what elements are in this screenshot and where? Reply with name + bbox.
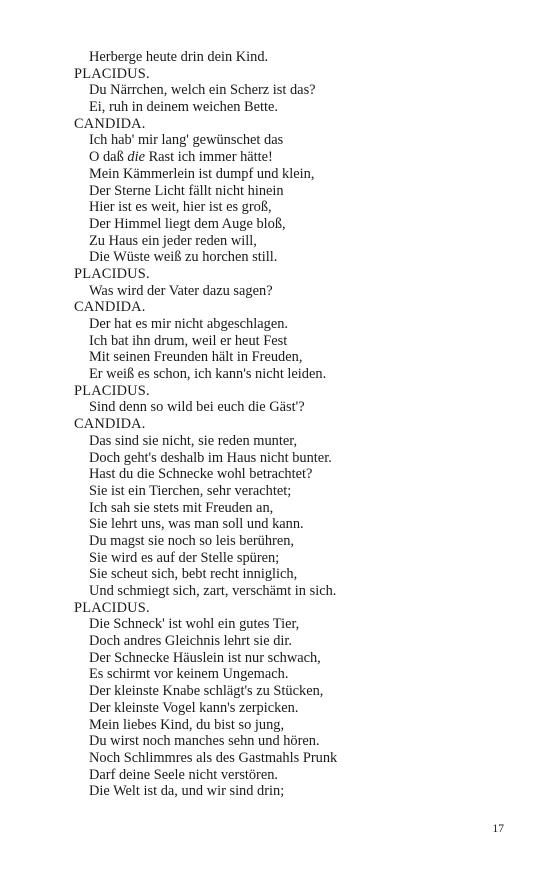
verse-line: Du magst sie noch so leis berühren, bbox=[89, 532, 295, 549]
verse-line bbox=[74, 149, 514, 166]
verse-line: Du Närrchen, welch ein Scherz ist das? bbox=[89, 82, 316, 99]
verse-line: Der Himmel liegt dem Auge bloß, bbox=[89, 215, 286, 232]
verse-line: Sie ist ein Tierchen, sehr verachtet; bbox=[89, 482, 292, 499]
verse-line: Er weiß es schon, ich kann's nicht leiden. bbox=[89, 366, 327, 383]
speaker-name: CANDIDA. bbox=[74, 299, 146, 316]
verse-line: Der kleinste Vogel kann's zerpicken. bbox=[89, 699, 299, 716]
verse-line: Zu Haus ein jeder reden will, bbox=[89, 232, 257, 249]
verse-line: Hast du die Schnecke wohl betrachtet? bbox=[89, 466, 313, 483]
verse-line: Und schmiegt sich, zart, verschämt in sich. bbox=[89, 583, 337, 599]
verse-line: Hier ist es weit, hier ist es groß, bbox=[89, 199, 272, 216]
verse-line: Sind denn so wild bei euch die Gäst'? bbox=[89, 399, 305, 416]
verse-text: Rast ich immer hätte! bbox=[144, 149, 273, 166]
verse-line: Die Schneck' ist wohl ein gutes Tier, bbox=[89, 616, 300, 633]
speaker-name: CANDIDA. bbox=[74, 115, 146, 132]
verse-line: Doch andres Gleichnis lehrt sie dir. bbox=[89, 633, 293, 650]
emphasized-word: die bbox=[127, 149, 145, 166]
verse-line: Ei, ruh in deinem weichen Bette. bbox=[89, 99, 279, 116]
verse-line: Mein liebes Kind, du bist so jung, bbox=[89, 716, 285, 733]
verse-line: Ich bat ihn drum, weil er heut Fest bbox=[89, 332, 288, 349]
speaker-name: CANDIDA. bbox=[74, 416, 146, 433]
verse-line: Sie lehrt uns, was man soll und kann. bbox=[89, 516, 304, 533]
page-number: 17 bbox=[492, 823, 504, 835]
verse-line: Mein Kämmerlein ist dumpf und klein, bbox=[89, 165, 315, 182]
verse-line: Sie scheut sich, bebt recht inniglich, bbox=[89, 566, 298, 583]
verse-line: Der kleinste Knabe schlägt's zu Stücken, bbox=[89, 683, 324, 700]
speaker-name: PLACIDUS. bbox=[74, 65, 150, 82]
verse-line: Ich sah sie stets mit Freuden an, bbox=[89, 499, 274, 516]
verse-line: Der Sterne Licht fällt nicht hinein bbox=[89, 182, 284, 199]
verse-line: Der Schnecke Häuslein ist nur schwach, bbox=[89, 649, 321, 666]
verse-line: Was wird der Vater dazu sagen? bbox=[89, 282, 273, 299]
verse-line: Noch Schlimmres als des Gastmahls Prunk bbox=[89, 749, 338, 766]
verse-line: Der hat es mir nicht abgeschlagen. bbox=[89, 316, 288, 332]
verse-line: Ich hab' mir lang' gewünschet das bbox=[89, 132, 284, 149]
speaker-name: PLACIDUS. bbox=[74, 382, 150, 399]
verse-line: Darf deine Seele nicht verstören. bbox=[89, 766, 278, 783]
verse-line: Das sind sie nicht, sie reden munter, bbox=[89, 432, 298, 449]
verse-line: Die Welt ist da, und wir sind drin; bbox=[89, 783, 285, 800]
verse-line: Doch geht's deshalb im Haus nicht bunter. bbox=[89, 449, 332, 466]
speaker-name: PLACIDUS. bbox=[74, 599, 150, 616]
speaker-name: PLACIDUS. bbox=[74, 265, 150, 282]
verse-line: Die Wüste weiß zu horchen still. bbox=[89, 249, 278, 266]
verse-line: Sie wird es auf der Stelle spüren; bbox=[89, 549, 280, 566]
verse-line: Es schirmt vor keinem Ungemach. bbox=[89, 666, 289, 683]
verse-line: Du wirst noch manches sehn und hören. bbox=[89, 733, 320, 750]
verse-line: Mit seinen Freunden hält in Freuden, bbox=[89, 349, 303, 366]
play-text bbox=[74, 49, 514, 800]
verse-text: O daß bbox=[89, 149, 128, 166]
verse-line: Herberge heute drin dein Kind. bbox=[89, 49, 269, 65]
